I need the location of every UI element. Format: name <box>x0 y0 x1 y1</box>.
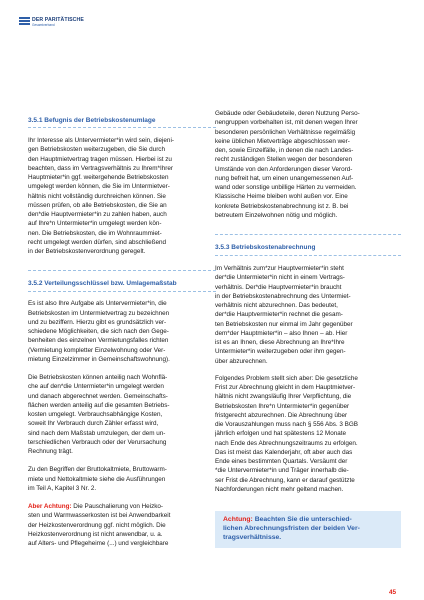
text-line: den Hauptmietvertrag tragen müssen. Hierbei ist zu <box>28 155 172 163</box>
right-column <box>215 109 401 494</box>
section-3-5-2-heading: 3.5.2 Verteilungsschlüssel bzw. Umlagemaßstab <box>28 280 177 288</box>
logo-text: DER PARITÄTISCHE <box>32 17 84 23</box>
warning-label: Aber Achtung: <box>28 503 72 510</box>
text-line: miete und Nettokaltmiete siehe die Ausführungen <box>28 475 166 483</box>
text-line: fristgerecht abzurechnen. Die Abrechnung über <box>215 411 348 419</box>
text-line: Heizkostenverordnung ist nicht anwendbar, u. a. <box>28 530 163 538</box>
text-line: keine üblichen Mietverträge abgeschlossen wer- <box>215 137 350 145</box>
text-line: *die Untervermieter*in und Träger innerhalb die- <box>215 467 349 475</box>
publisher-logo <box>19 17 89 31</box>
text-line: Es ist also Ihre Aufgabe als Untervermieter*in, die <box>28 300 167 308</box>
text-line: schiedene Möglichkeiten, die sich nach den Gege- <box>28 328 169 335</box>
section-3-5-1-body <box>28 136 216 256</box>
callout-warning-label: Achtung: <box>223 516 253 523</box>
text-line: sten und Warmwasserkosten ist bei Anwendbarkeit <box>28 512 171 520</box>
section-divider <box>215 234 401 235</box>
callout-text-line-1: Beachten Sie die unterschied- <box>252 516 352 523</box>
left-column <box>28 113 216 548</box>
text-line: Hauptmieter*in ggf. weitergehende Betriebskosten <box>28 174 169 181</box>
text-line: terschiedlichen Verbrauch oder der Verursachung <box>28 438 167 446</box>
text-line: Nachforderungen nicht mehr geltend machen. <box>215 485 344 493</box>
text-line: Die Betriebskosten können anteilig nach Wohnflä- <box>28 374 168 381</box>
text-line: Ihr Interesse als Untervermieter*in wird sein, diejeni- <box>28 137 174 144</box>
text-line: müssen prüfen, ob alle Betriebskosten, die Sie an <box>28 201 167 209</box>
text-line: den*die Hauptvermieter*in zu zahlen haben, auch <box>28 211 167 218</box>
text-line: auf Ihre*n Untermieter*in umgelegt werden kön- <box>28 220 162 228</box>
text-line: jährlich erfolgen und hat spätestens 12 Monate <box>215 430 346 438</box>
text-line: Umstände von den Anforderungen dieser Verord- <box>215 165 353 173</box>
text-line: recht umgelegt werden dürfen, sind abschließend <box>28 238 167 246</box>
section-3-5-2-paragraph-3 <box>28 465 216 493</box>
text-line: Ende eines bestimmten Quartals. Versäumt der <box>215 458 348 465</box>
text-line: in der Betriebskostenverordnung geregelt. <box>28 248 146 255</box>
text-line: der Heizkostenverordnung ggf. nicht möglich. Die <box>28 521 166 529</box>
section-3-5-3-heading: 3.5.3 Betriebskostenabrechnung <box>215 244 316 251</box>
text-line: flächen werden anteilig auf die gesamten Betriebs- <box>28 401 170 409</box>
text-line: in der Betriebskostenabrechnung des Untermiet- <box>215 292 351 300</box>
section-3-5-1-heading: 3.5.1 Befugnis der Betriebskostenumlage <box>28 117 156 124</box>
text-line: und danach abgerechnet werden. Gemeinschafts- <box>28 392 168 400</box>
section-divider <box>28 291 216 292</box>
text-line: die Vorauszahlungen muss nach § 556 Abs. 3 BGB <box>215 421 358 428</box>
text-line: Klassische Heime bleiben wohl außen vor. Eine <box>215 193 348 201</box>
section-3-5-2-paragraph-2 <box>28 373 216 456</box>
text-line: Zu den Begriffen der Bruttokaltmiete, Bruttowarm- <box>28 466 167 474</box>
text-line: nach Ende des Abrechnungszeitraums zu erfolgen. <box>215 439 358 447</box>
section-divider <box>28 270 216 271</box>
text-line: verhältnis. Der*die Hauptvermieter*in braucht <box>215 283 342 291</box>
section-3-5-2-paragraph-4 <box>28 502 216 548</box>
section-3-5-2-paragraph-1 <box>28 299 216 364</box>
text-line: der*die Hauptvermieter*in rechnet die gesam- <box>215 311 343 319</box>
callout-text-line-3: tragsverhältnisse. <box>223 534 282 542</box>
text-line: ist es an Ihnen, diese Abrechnung an Ihre*Ihre <box>215 339 345 346</box>
text-line: Folgendes Problem stellt sich aber: Die gesetzliche <box>215 374 358 382</box>
text-line: Betriebskosten Ihre*n Untermieter*in gegenüber <box>215 402 350 410</box>
text-line: auf Alters- und Pflegeheime (...) und vergleichbare <box>28 540 169 547</box>
text-line: Frist zur Abrechnung gleicht in dem Hauptmietver- <box>215 384 356 391</box>
text-line: Gebäude oder Gebäudeteile, deren Nutzung Perso- <box>215 110 360 117</box>
text-line: ser Frist die Abrechnung, kann er darauf gestützte <box>215 476 355 484</box>
text-line: benheiten des einzelnen Vermietungsfalles richten <box>28 337 169 345</box>
text-line: im Teil A, Kapitel 3 Nr. 2. <box>28 484 97 492</box>
callout-text-line-2: lichen Abrechnungsfristen der beiden Ver- <box>223 525 360 533</box>
section-divider <box>28 127 216 128</box>
text-line: umgelegt werden können, die Sie im Untermietver- <box>28 183 170 191</box>
text-line: den, sowie Einzelfälle, in denen die nach Landes- <box>215 147 354 154</box>
logo-stripes-icon <box>19 17 30 27</box>
text-line: Im Verhältnis zum*zur Hauptvermieter*in steht <box>215 265 344 272</box>
text-line: hältnis nicht vollständig durchreichen können. Sie <box>28 192 166 200</box>
text-line: besonderen persönlichen Verhältnisse regelmäßig <box>215 128 356 136</box>
text-line: soweit Ihr Verbrauch durch Zähler erfasst wird, <box>28 420 159 428</box>
text-line: dem*der Hauptmieter*in – also Ihnen – ab. Hier <box>215 329 348 337</box>
text-line: wand oder sonstige unbillige Härten zu vermeiden. <box>215 184 357 191</box>
text-line: che auf den*die Untermieter*in umgelegt werden <box>28 383 164 391</box>
page-number: 45 <box>389 589 397 596</box>
text-line: beachten, dass im Vertragsverhältnis zu Ihrem*Ihrer <box>28 164 173 172</box>
text-line: und zu beziffern. Hierzu gibt es grundsätzlich ver- <box>28 318 167 326</box>
logo-subtitle: Gesamtverband <box>32 23 55 27</box>
text-line: mietung Einzelzimmer in Gemeinschaftswohnung). <box>28 355 170 363</box>
section-3-5-3-paragraph-1 <box>215 264 401 366</box>
text-line: über abzurechnen. <box>215 357 268 365</box>
text-line: Untermieter*in weiterzugeben oder ihm gegen- <box>215 348 346 356</box>
text-line: nung befreit hat, um einen unangemessenen Auf- <box>215 174 354 182</box>
text-line: verhältnis nicht abzurechnen. Das bedeutet, <box>215 302 338 309</box>
text-line: hältnis nicht zwangsläufig Ihrer Verpflichtung, die <box>215 393 352 401</box>
text-line: kosten umgelegt. Verbrauchsabhängige Kosten, <box>28 411 163 418</box>
text-line: nen. Die Betriebskosten, die im Wohnraummiet- <box>28 229 162 237</box>
text-line: nengruppen vorbehalten ist, mit denen wegen Ihrer <box>215 119 358 127</box>
text-line: Das ist meist das Kalenderjahr, oft aber auch das <box>215 448 353 456</box>
attention-callout <box>215 511 401 548</box>
text-line: ten Betriebskosten nur einmal im Jahr gegenüber <box>215 320 353 328</box>
text-line: der*die Untermieter*in nicht in einem Vertrags- <box>215 274 345 282</box>
text-line: recht zuständigen Stellen wegen der besonderen <box>215 156 352 164</box>
section-divider <box>215 255 401 256</box>
text-line: betreutem Einzelwohnen nötig und möglich. <box>215 211 338 219</box>
text-line: (Vermietung kompletter Einzelwohnung oder Ver- <box>28 346 166 354</box>
continued-paragraph <box>215 109 401 220</box>
text-line: Rechnung trägt. <box>28 448 73 455</box>
section-3-5-3-paragraph-2 <box>215 374 401 494</box>
text-line: sind nach dem Maßstab umzulegen, der dem un- <box>28 429 166 437</box>
text-line: Betriebskosten im Untermietvertrag zu bezeichnen <box>28 309 170 317</box>
warning-text: Die Pauschalierung von Heizko- <box>71 503 163 510</box>
text-line: gen Betriebskosten weiterzugeben, die Sie durch <box>28 146 165 154</box>
text-line: konkrete Betriebskostenabrechnung ist z. B. bei <box>215 202 349 210</box>
